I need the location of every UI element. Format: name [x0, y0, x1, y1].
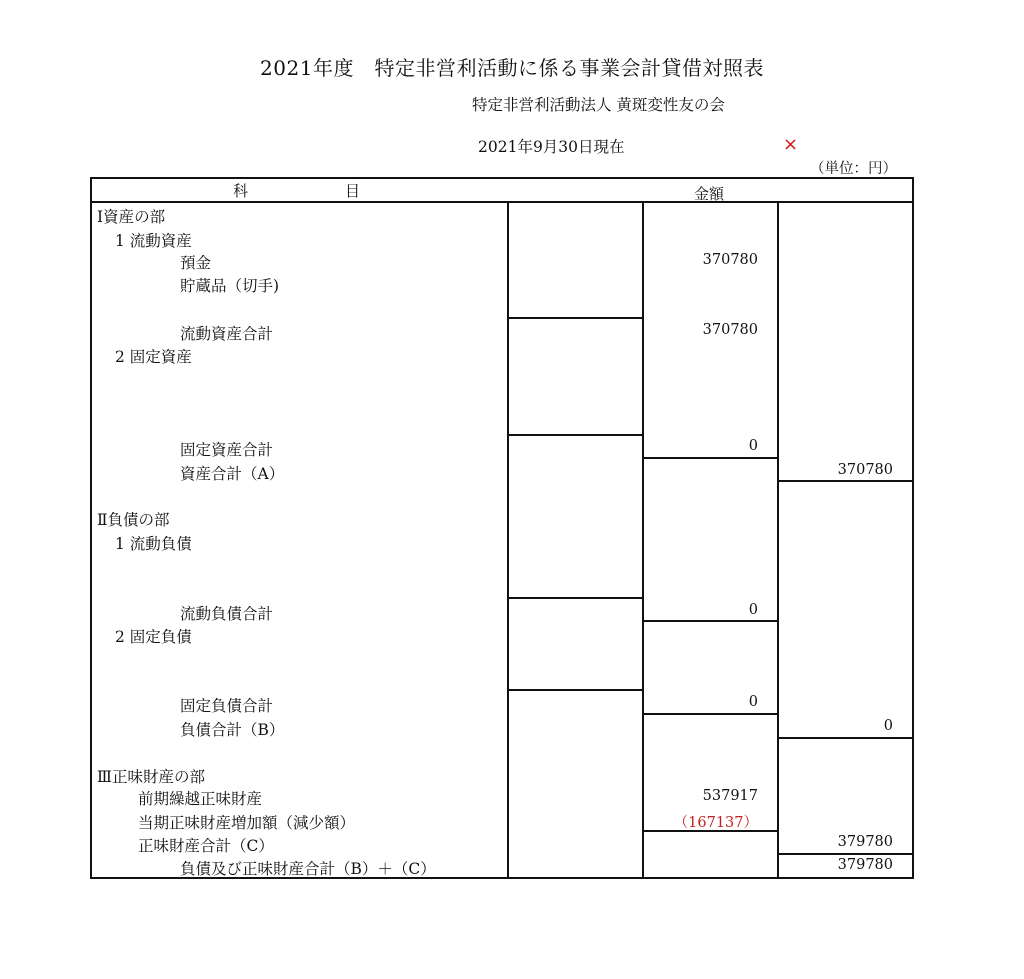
current-liabilities-label: 1 流動負債: [115, 535, 192, 553]
grid-line: [507, 434, 643, 436]
current-assets-total-value: 370780: [702, 322, 758, 338]
table-left-border: [90, 177, 92, 879]
grand-total-value: 379780: [837, 857, 893, 873]
report-date: 2021年9月30日現在: [478, 138, 625, 156]
liabilities-total-label: 負債合計（B）: [180, 721, 285, 739]
net-assets-total-label: 正味財産合計（C）: [138, 837, 274, 855]
assets-total-label: 資産合計（A）: [180, 465, 285, 483]
current-liabilities-total-label: 流動負債合計: [180, 605, 274, 623]
document-title: 2021年度 特定非営利活動に係る事業会計貸借対照表: [260, 56, 764, 80]
grid-line: [777, 480, 914, 482]
net-assets-section-label: Ⅲ正味財産の部: [97, 768, 205, 786]
liabilities-section-label: Ⅱ負債の部: [97, 511, 170, 529]
assets-section-label: Ⅰ資産の部: [97, 208, 166, 226]
grand-total-label: 負債及び正味財産合計（B）＋（C）: [180, 860, 436, 878]
fixed-liabilities-total-value: 0: [748, 694, 758, 710]
column-divider-3: [777, 201, 779, 879]
current-liabilities-total-value: 0: [748, 602, 758, 618]
grid-line: [507, 597, 643, 599]
grid-line: [642, 457, 778, 459]
unit-label: （単位：円）: [810, 161, 897, 177]
organization-name: 特定非営利活動法人 黄斑変性友の会: [472, 96, 725, 114]
fixed-assets-label: 2 固定資産: [115, 348, 192, 366]
grid-line: [642, 713, 778, 715]
grid-line: [507, 689, 643, 691]
stock-label: 貯蔵品（切手): [180, 277, 280, 295]
liabilities-total-value: 0: [883, 718, 893, 734]
header-separator: [90, 201, 914, 203]
cross-mark-icon: ×: [783, 134, 799, 155]
header-amount: 金額: [694, 185, 725, 203]
grid-line: [507, 317, 643, 319]
grid-line: [777, 853, 914, 855]
table-right-border: [912, 177, 914, 879]
header-subject-1: 科: [233, 182, 249, 200]
change-net-assets-value: （167137）: [673, 815, 758, 831]
fixed-assets-total-value: 0: [748, 438, 758, 454]
current-assets-total-label: 流動資産合計: [180, 325, 274, 343]
prior-net-assets-label: 前期繰越正味財産: [138, 790, 263, 808]
fixed-assets-total-label: 固定資産合計: [180, 441, 274, 459]
grid-line: [642, 620, 778, 622]
change-net-assets-label: 当期正味財産増加額（減少額）: [138, 814, 356, 832]
header-subject-2: 目: [345, 182, 361, 200]
grid-line: [777, 737, 914, 739]
prior-net-assets-value: 537917: [702, 788, 758, 804]
table-top-border: [90, 177, 914, 179]
deposits-value: 370780: [702, 252, 758, 268]
fixed-liabilities-label: 2 固定負債: [115, 628, 192, 646]
assets-total-value: 370780: [837, 462, 893, 478]
current-assets-label: 1 流動資産: [115, 232, 192, 250]
column-divider-2: [642, 201, 644, 879]
deposits-label: 預金: [180, 254, 212, 272]
fixed-liabilities-total-label: 固定負債合計: [180, 697, 274, 715]
column-divider-1: [507, 201, 509, 879]
net-assets-total-value: 379780: [837, 834, 893, 850]
